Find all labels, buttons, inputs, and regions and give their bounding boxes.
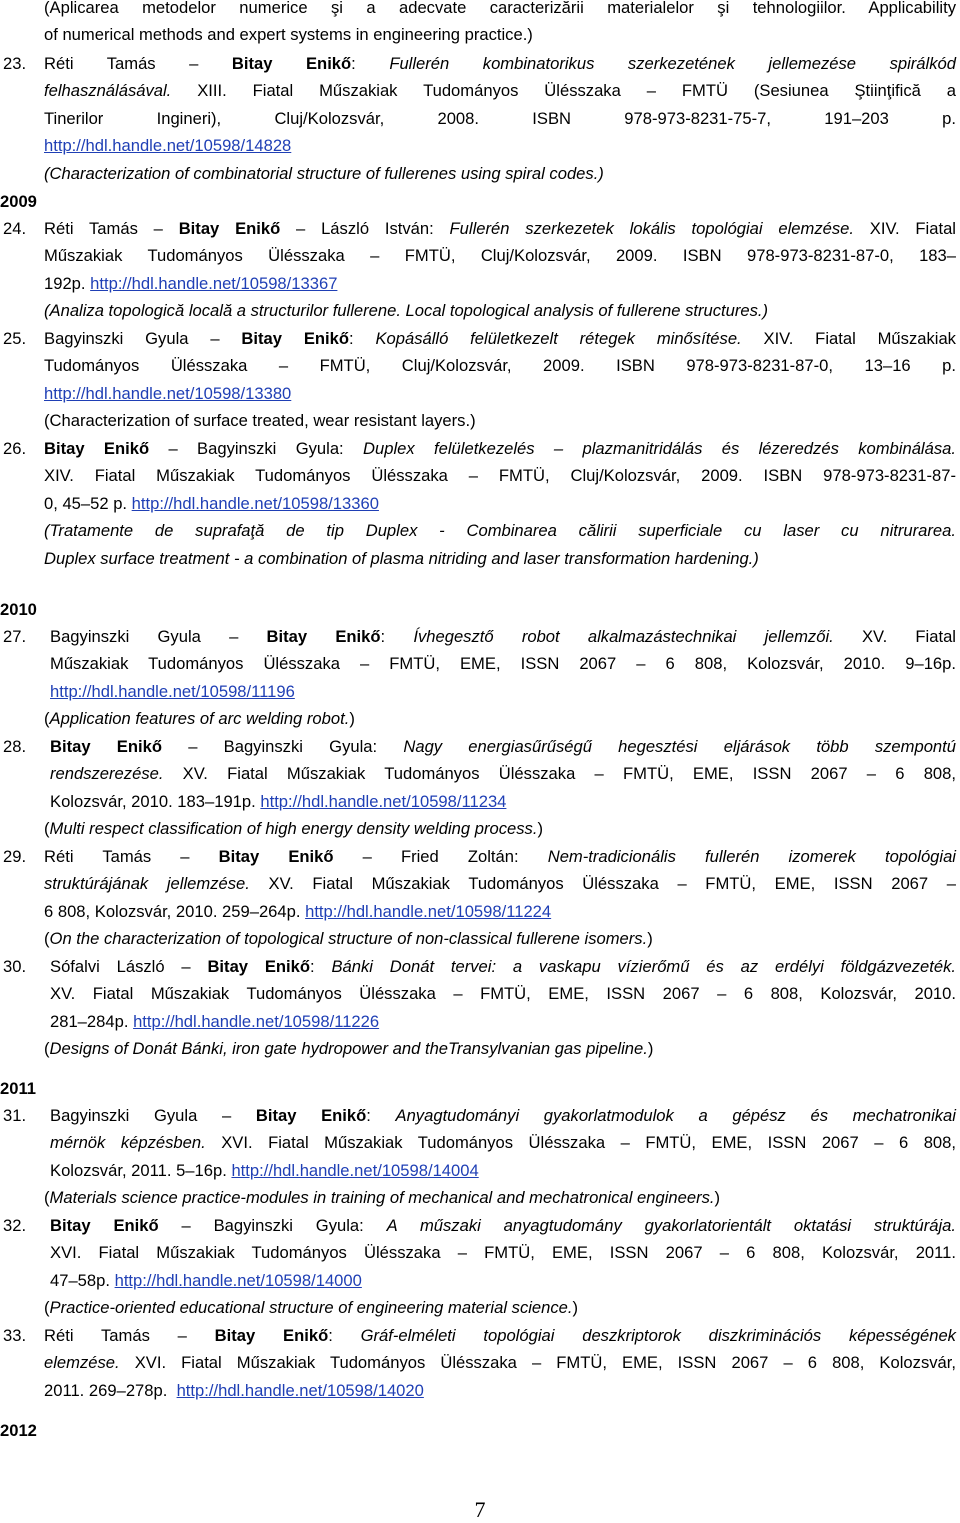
entry-32-translation: (Practice-oriented educational structure of engineering material science.) xyxy=(44,1298,579,1318)
entry-26-translation-1: (Tratamente de suprafaţă de tip Duplex - Combinarea călirii superficiale cu laser cu nitrurarea. xyxy=(44,521,956,541)
entry-27-line-1: Bagyinszki Gyula – Bitay Enikő: Ívhegesztő robot alkalmazástechnikai jellemzői. XV. Fiatal xyxy=(50,627,956,646)
entry-24-line-3: 192p. http://hdl.handle.net/10598/13367 xyxy=(44,273,338,293)
entry-24-translation: (Analiza topologică locală a structurilor fullerene. Local topological analysis of fullerene structures.) xyxy=(44,301,769,321)
entry-23-line-3: Tinerilor Ingineri), Cluj/Kolozsvár, 2008. ISBN 978-973-8231-75-7, 191–203 p. xyxy=(44,108,956,128)
entry-27 xyxy=(0,623,956,733)
handle-link[interactable]: http://hdl.handle.net/10598/14020 xyxy=(176,1380,424,1400)
handle-link[interactable]: http://hdl.handle.net/10598/11196 xyxy=(50,681,295,701)
entry-24-line-2: Műszakiak Tudományos Ülésszaka – FMTÜ, Cluj/Kolozsvár, 2009. ISBN 978-973-8231-87-0, 183– xyxy=(44,246,956,266)
entry-number: 25. xyxy=(3,329,27,348)
entry-number: 31. xyxy=(3,1106,27,1125)
handle-link[interactable]: http://hdl.handle.net/10598/14000 xyxy=(114,1270,362,1290)
entry-33 xyxy=(0,1322,956,1404)
handle-link[interactable]: http://hdl.handle.net/10598/11226 xyxy=(133,1011,380,1031)
entry-33-line-3: 2011. 269–278p. http://hdl.handle.net/10598/14020 xyxy=(44,1380,424,1400)
entry-number: 23. xyxy=(3,54,27,73)
entry-26 xyxy=(0,435,956,572)
entry-26-line-2: XIV. Fiatal Műszakiak Tudományos Ülésszaka – FMTÜ, Cluj/Kolozsvár, 2009. ISBN 978-973-8231-87- xyxy=(44,466,956,486)
entry-29 xyxy=(0,843,956,953)
entry-28-translation: (Multi respect classification of high energy density welding process.) xyxy=(44,819,543,839)
entry-31 xyxy=(0,1102,956,1212)
entry-number: 27. xyxy=(3,627,27,646)
entry-30 xyxy=(0,953,956,1063)
handle-link[interactable]: http://hdl.handle.net/10598/13380 xyxy=(44,383,292,403)
year-heading-2011: 2011 xyxy=(0,1079,36,1098)
entry-27-translation: (Application features of arc welding robot.) xyxy=(44,709,355,729)
entry-30-line-3: 281–284p. http://hdl.handle.net/10598/11226 xyxy=(50,1011,380,1031)
entry-23-translation: (Characterization of combinatorial structure of fullerenes using spiral codes.) xyxy=(44,163,604,183)
entry-25-line-1: Bagyinszki Gyula – Bitay Enikő: Kopásálló felületkezelt rétegek minősítése. XIV. Fiatal Műszakiak xyxy=(44,329,956,348)
entry-22-line-1: (Aplicarea metodelor numerice şi a adecvate caracterizării materialelor şi tehnologiilor. Applicability xyxy=(44,0,956,17)
year-heading-2012: 2012 xyxy=(0,1421,37,1440)
entry-24-line-1: Réti Tamás – Bitay Enikő – László István: Fullerén szerkezetek lokális topológiai elemzése. XIV. Fiatal xyxy=(44,219,956,238)
entry-26-line-1: Bitay Enikő – Bagyinszki Gyula: Duplex felületkezelés – plazmanitridálás és lézeredzés kombinálása. xyxy=(44,439,956,458)
entry-32 xyxy=(0,1212,956,1322)
entry-24 xyxy=(0,215,956,325)
entry-29-translation: (On the characterization of topological structure of non-classical fullerene isomers.) xyxy=(44,929,653,949)
entry-32-line-2: XVI. Fiatal Műszakiak Tudományos Ülésszaka – FMTÜ, EME, ISSN 2067 – 6 808, Kolozsvár, 2011. xyxy=(50,1243,956,1263)
entry-27-line-3 xyxy=(0,678,956,705)
entry-26-translation-2: Duplex surface treatment - a combination of plasma nitriding and laser transformation hardening.) xyxy=(44,548,759,568)
entry-25-translation: (Characterization of surface treated, wear resistant layers.) xyxy=(44,411,476,431)
entry-29-line-3: 6 808, Kolozsvár, 2010. 259–264p. http://hdl.handle.net/10598/11224 xyxy=(44,901,552,921)
entry-26-line-3: 0, 45–52 p. http://hdl.handle.net/10598/13360 xyxy=(44,493,379,513)
entry-23-line-1: Réti Tamás – Bitay Enikő: Fullerén kombinatorikus szerkezetének jellemezése spirálkód xyxy=(44,54,956,73)
entry-29-line-2: struktúrájának jellemzése. XV. Fiatal Műszakiak Tudományos Ülésszaka – FMTÜ, EME, ISSN 2067 – xyxy=(44,874,956,894)
entry-25-line-3 xyxy=(0,380,956,407)
entry-32-line-3: 47–58p. http://hdl.handle.net/10598/14000 xyxy=(50,1270,362,1290)
handle-link[interactable]: http://hdl.handle.net/10598/13367 xyxy=(90,273,338,293)
entry-22-continuation xyxy=(0,0,956,49)
handle-link[interactable]: http://hdl.handle.net/10598/11234 xyxy=(260,791,507,811)
entry-33-line-2: elemzése. XVI. Fiatal Műszakiak Tudományos Ülésszaka – FMTÜ, EME, ISSN 2067 – 6 808, Kolozsvár, xyxy=(44,1353,956,1373)
entry-29-line-1: Réti Tamás – Bitay Enikő – Fried Zoltán: Nem-tradicionális fullerén izomerek topológiai xyxy=(44,847,956,866)
entry-28 xyxy=(0,733,956,843)
entry-number: 30. xyxy=(3,957,27,976)
handle-link[interactable]: http://hdl.handle.net/10598/14828 xyxy=(44,136,292,156)
entry-number: 33. xyxy=(3,1326,27,1345)
entry-31-line-1: Bagyinszki Gyula – Bitay Enikő: Anyagtudományi gyakorlatmodulok a gépész és mechatronikai xyxy=(50,1106,956,1125)
year-heading-2010: 2010 xyxy=(0,600,37,619)
entry-27-line-2: Műszakiak Tudományos Ülésszaka – FMTÜ, EME, ISSN 2067 – 6 808, Kolozsvár, 2010. 9–16p. xyxy=(50,654,956,674)
entry-25-line-2: Tudományos Ülésszaka – FMTÜ, Cluj/Kolozsvár, 2009. ISBN 978-973-8231-87-0, 13–16 p. xyxy=(44,356,956,376)
entry-25 xyxy=(0,325,956,435)
year-heading-2009: 2009 xyxy=(0,192,37,211)
entry-31-translation: (Materials science practice-modules in training of mechanical and mechatronical engineers.) xyxy=(44,1188,721,1208)
handle-link[interactable]: http://hdl.handle.net/10598/14004 xyxy=(231,1160,479,1180)
entry-22-line-2: of numerical methods and expert systems in engineering practice.) xyxy=(44,25,533,45)
entry-23 xyxy=(0,50,956,187)
entry-28-line-2: rendszerezése. XV. Fiatal Műszakiak Tudományos Ülésszaka – FMTÜ, EME, ISSN 2067 – 6 808, xyxy=(50,764,956,784)
entry-32-line-1: Bitay Enikő – Bagyinszki Gyula: A műszaki anyagtudomány gyakorlatorientált oktatási struktúrája. xyxy=(50,1216,956,1235)
handle-link[interactable]: http://hdl.handle.net/10598/13360 xyxy=(131,493,379,513)
page-number: 7 xyxy=(474,1497,486,1522)
entry-23-line-2: felhasználásával. XIII. Fiatal Műszakiak Tudományos Ülésszaka – FMTÜ (Sesiunea Ştiinţifică a xyxy=(44,81,956,101)
handle-link[interactable]: http://hdl.handle.net/10598/11224 xyxy=(305,901,552,921)
entry-31-line-2: mérnök képzésben. XVI. Fiatal Műszakiak Tudományos Ülésszaka – FMTÜ, EME, ISSN 2067 – 6 808, xyxy=(50,1133,956,1153)
entry-number: 26. xyxy=(3,439,27,458)
entry-28-line-1: Bitay Enikő – Bagyinszki Gyula: Nagy energiasűrűségű hegesztési eljárások több szempontú xyxy=(50,737,956,756)
entry-number: 32. xyxy=(3,1216,27,1235)
entry-28-line-3: Kolozsvár, 2010. 183–191p. http://hdl.handle.net/10598/11234 xyxy=(50,791,507,811)
entry-33-line-1: Réti Tamás – Bitay Enikő: Gráf-elméleti topológiai deszkriptorok diszkriminációs képességének xyxy=(44,1326,956,1345)
entry-number: 29. xyxy=(3,847,27,866)
entry-number: 28. xyxy=(3,737,27,756)
entry-23-line-4 xyxy=(0,132,956,159)
entry-30-line-2: XV. Fiatal Műszakiak Tudományos Ülésszaka – FMTÜ, EME, ISSN 2067 – 6 808, Kolozsvár, 2010. xyxy=(50,984,956,1004)
entry-31-line-3: Kolozsvár, 2011. 5–16p. http://hdl.handle.net/10598/14004 xyxy=(50,1160,479,1180)
entry-30-line-1: Sófalvi László – Bitay Enikő: Bánki Donát tervei: a vaskapu vízierőmű és az erdélyi földgázvezeték. xyxy=(50,957,956,976)
entry-30-translation: (Designs of Donát Bánki, iron gate hydropower and theTransylvanian gas pipeline.) xyxy=(44,1039,654,1059)
entry-number: 24. xyxy=(3,219,27,238)
